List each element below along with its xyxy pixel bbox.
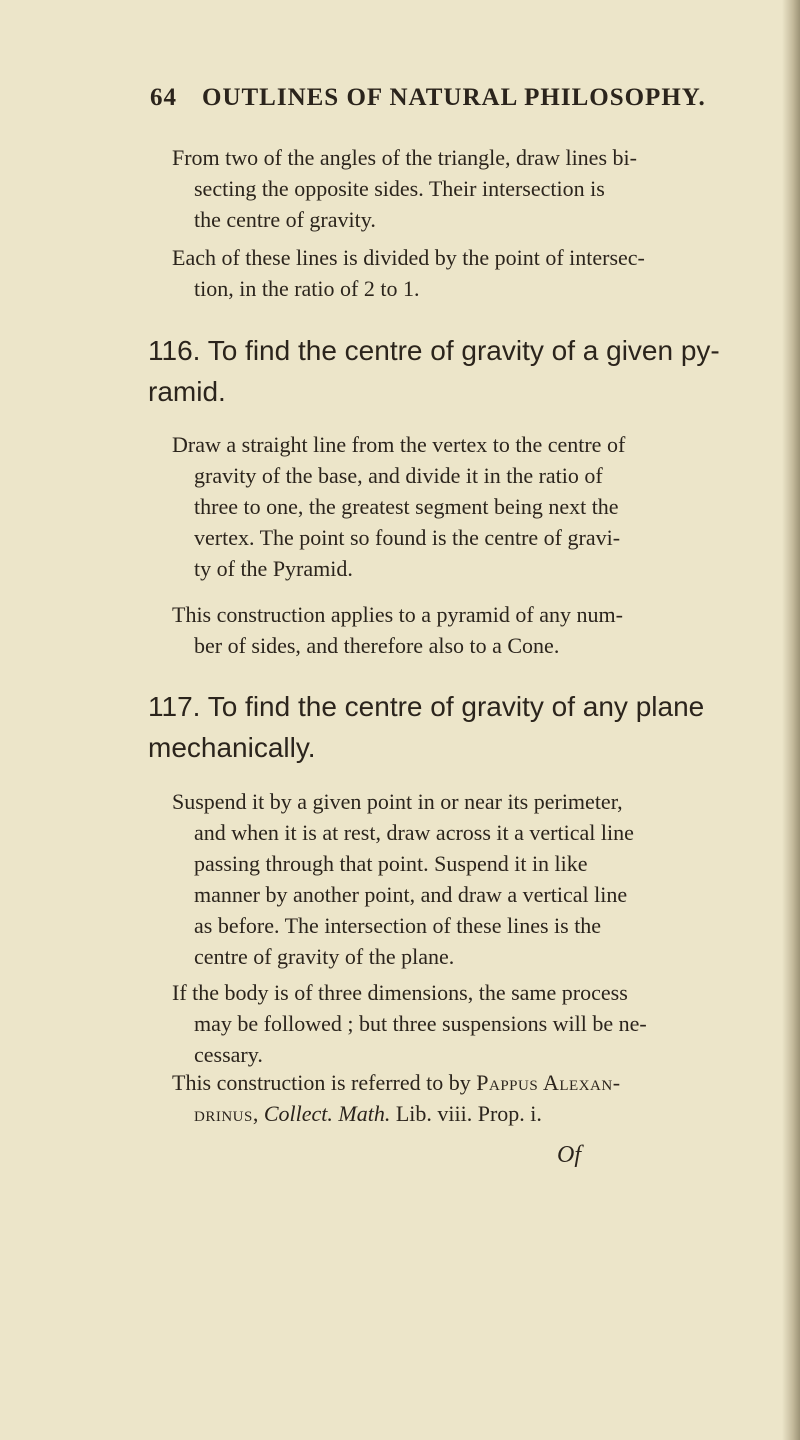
text-line: centre of gravity of the plane.: [194, 944, 455, 969]
text-line: and when it is at rest, draw across it a vertical line: [194, 820, 634, 845]
text-line: From two of the angles of the triangle, draw lines bi-: [172, 145, 637, 170]
page-edge-shadow: [782, 0, 800, 1440]
text-line: gravity of the base, and divide it in the ratio of: [194, 463, 603, 488]
reference-intro: This construction is referred to by: [172, 1070, 477, 1095]
author-name: Pappus Alexan-: [476, 1070, 621, 1095]
running-head: [150, 84, 706, 124]
text-line: the centre of gravity.: [194, 207, 376, 232]
section-heading-116: [148, 330, 748, 412]
page-number: 64: [150, 84, 177, 111]
paragraph-pyramid-construction: [172, 429, 732, 584]
text-line: [172, 1098, 732, 1129]
separator: ,: [252, 1101, 264, 1126]
text-line: as before. The intersection of these lines is the: [194, 913, 602, 938]
paragraph-three-dimensions: [172, 977, 732, 1070]
text-line: Suspend it by a given point in or near its perimeter,: [172, 789, 623, 814]
citation-location: Lib. viii. Prop. i.: [390, 1101, 542, 1126]
text-line: tion, in the ratio of 2 to 1.: [194, 276, 420, 301]
author-name-continued: drinus: [194, 1101, 253, 1126]
paragraph-pappus-reference: [172, 1067, 732, 1129]
text-line: three to one, the greatest segment being next the: [194, 494, 619, 519]
text-line: Each of these lines is divided by the point of intersec-: [172, 245, 645, 270]
work-title: Collect. Math.: [263, 1101, 391, 1126]
running-title: OUTLINES OF NATURAL PHILOSOPHY.: [202, 84, 706, 111]
text-line: [172, 1067, 732, 1098]
paragraph-triangle-construction: [172, 142, 732, 235]
heading-line: 117. To find the centre of gravity of any plane: [148, 691, 705, 722]
heading-line: mechanically.: [148, 732, 316, 763]
catchword: Of: [557, 1142, 581, 1168]
heading-line: ramid.: [148, 376, 226, 407]
text-line: secting the opposite sides. Their intersection is: [194, 176, 605, 201]
text-line: ber of sides, and therefore also to a Cone.: [194, 633, 560, 658]
text-line: If the body is of three dimensions, the same process: [172, 980, 628, 1005]
text-line: may be followed ; but three suspensions will be ne-: [194, 1011, 647, 1036]
text-line: passing through that point. Suspend it in like: [194, 851, 588, 876]
paragraph-pyramid-cone: [172, 599, 732, 661]
heading-line: 116. To find the centre of gravity of a given py-: [148, 335, 720, 366]
paragraph-triangle-ratio: [172, 242, 732, 304]
text-line: Draw a straight line from the vertex to the centre of: [172, 432, 626, 457]
text-line: This construction applies to a pyramid of any num-: [172, 602, 623, 627]
section-heading-117: [148, 686, 748, 768]
text-line: ty of the Pyramid.: [194, 556, 353, 581]
text-line: manner by another point, and draw a vertical line: [194, 882, 628, 907]
text-line: cessary.: [194, 1042, 263, 1067]
text-line: vertex. The point so found is the centre of gravi-: [194, 525, 621, 550]
paragraph-suspension-method: [172, 786, 732, 972]
